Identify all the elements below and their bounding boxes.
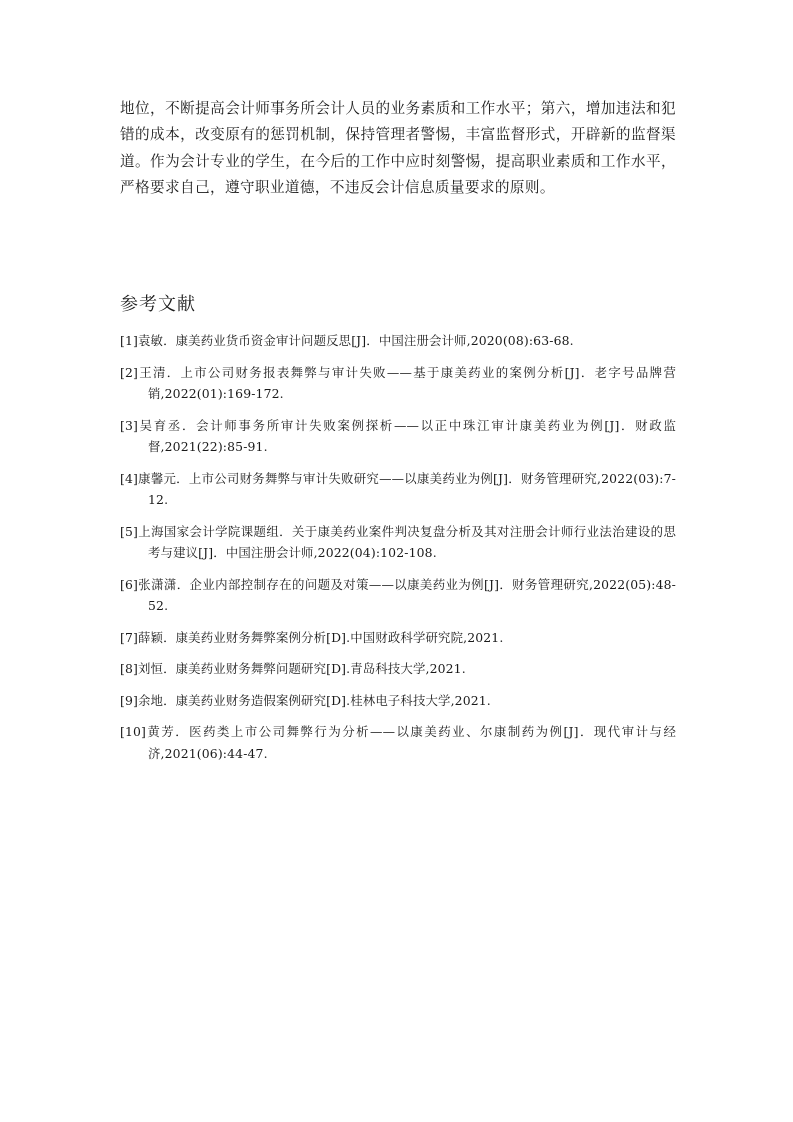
reference-item-3: [3]吴育丞．会计师事务所审计失败案例探析——以正中珠江审计康美药业为例[J]．财政监督,2021(22):85-91. [120,417,676,454]
reference-item-2: [2]王清．上市公司财务报表舞弊与审计失败——基于康美药业的案例分析[J]．老字号品牌营销,2022(01):169-172. [120,364,676,401]
reference-item-1: [1]袁敏．康美药业货币资金审计问题反思[J]．中国注册会计师,2020(08):63-68. [120,333,574,348]
body-text [120,96,676,201]
body-paragraph: 地位，不断提高会计师事务所会计人员的业务素质和工作水平；第六，增加违法和犯错的成本，改变原有的惩罚机制，保持管理者警惕，丰富监督形式，开辟新的监督渠道。作为会计专业的学生，在今后的工作中应时刻警惕，提高职业素质和工作水平，严格要求自己，遵守职业道德，不违反会计信息质量要求的原则。 [120,100,676,196]
references-heading: 参考文献 [120,294,196,315]
reference-item-4: [4]康馨元．上市公司财务舞弊与审计失败研究——以康美药业为例[J]．财务管理研究,2022(03):7-12. [120,470,676,507]
reference-item-7: [7]薛颖．康美药业财务舞弊案例分析[D].中国财政科学研究院,2021. [120,629,504,645]
reference-item-9: [9]余地．康美药业财务造假案例研究[D].桂林电子科技大学,2021. [120,692,491,708]
reference-item-5: [5]上海国家会计学院课题组．关于康美药业案件判决复盘分析及其对注册会计师行业法治建设的思考与建议[J]．中国注册会计师,2022(04):102-108. [120,523,676,560]
reference-item-6: [6]张潇潇．企业内部控制存在的问题及对策——以康美药业为例[J]．财务管理研究,2022(05):48-52. [120,576,676,613]
reference-item-8: [8]刘恒．康美药业财务舞弊问题研究[D].青岛科技大学,2021. [120,661,466,676]
reference-item-10: [10]黄芳．医药类上市公司舞弊行为分析——以康美药业、尔康制药为例[J]．现代审计与经济,2021(06):44-47. [120,724,676,761]
reference-list [120,330,676,774]
